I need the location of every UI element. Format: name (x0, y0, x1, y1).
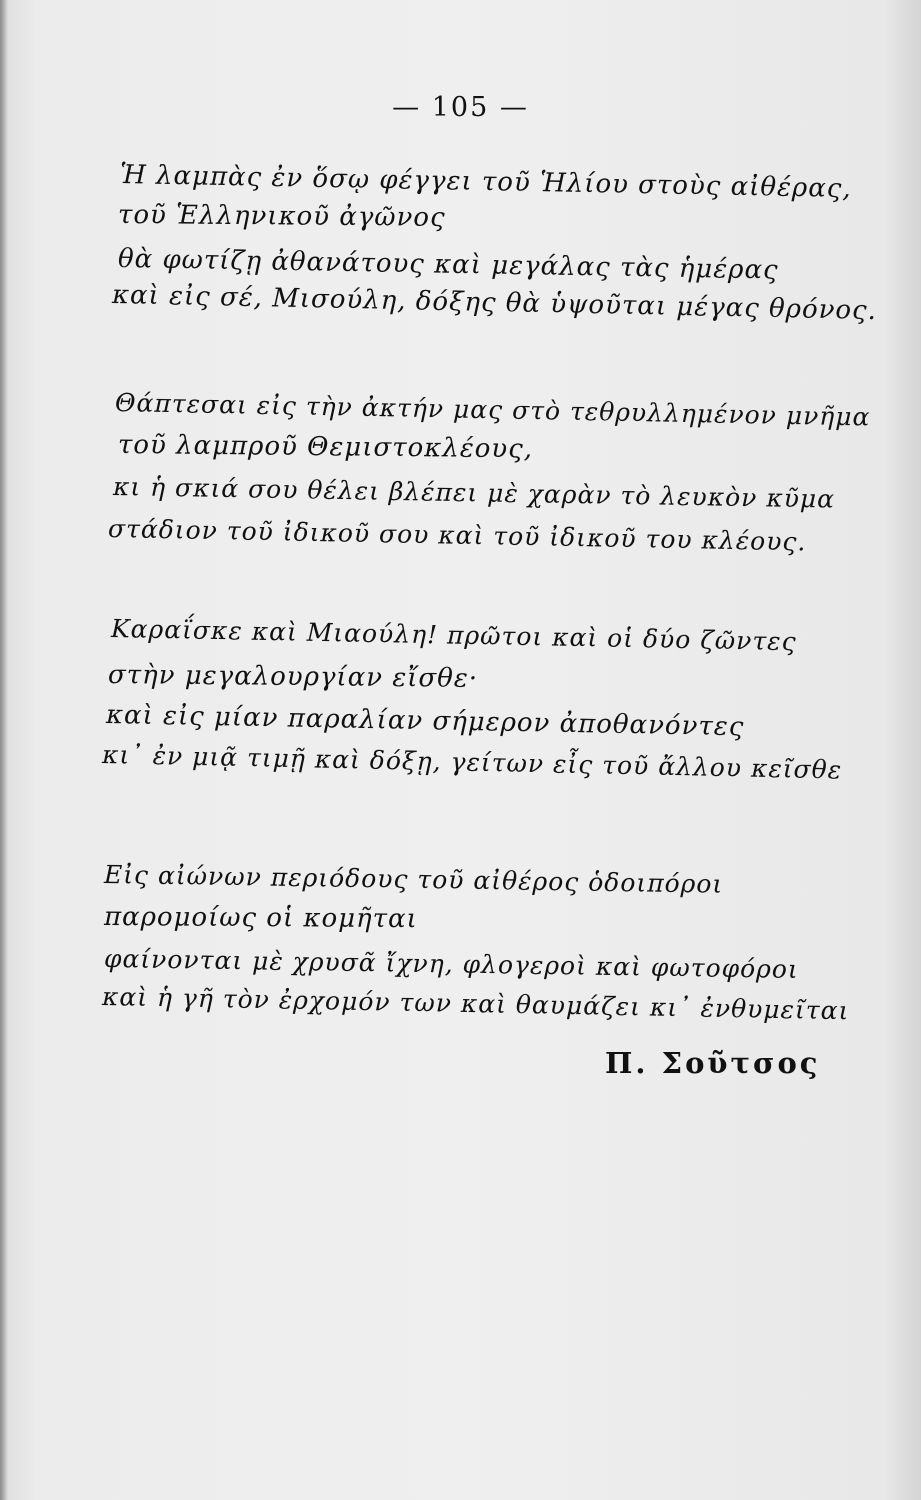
poem-line: καὶ ἡ γῆ τὸν ἐρχομόν των καὶ θαυμάζει κι᾽ ἐνθυμεῖται (101, 982, 850, 1026)
poem-line: καὶ εἰς μίαν παραλίαν σήμερον ἀποθανόντες (105, 700, 745, 743)
poem-line: στάδιον τοῦ ἰδικοῦ σου καὶ τοῦ ἰδικοῦ του κλέους. (107, 514, 807, 557)
page-number: — 105 — (392, 92, 529, 123)
poem-line: θὰ φωτίζῃ ἀθανάτους καὶ μεγάλας τὰς ἡμέρας (117, 244, 779, 286)
poem-line: Εἰς αἰώνων περιόδους τοῦ αἰθέρος ὁδοιπόροι (103, 860, 724, 899)
page-edge-shadow (0, 0, 8, 1500)
poem-line: καὶ εἰς σέ, Μισούλη, δόξης θὰ ὑψοῦται μέγας θρόνος. (111, 280, 878, 327)
author-signature: Π. Σοῦτσος (605, 1046, 821, 1080)
poem-line: Θάπτεσαι εἰς τὴν ἀκτήν μας στὸ τεθρυλλημένον μνῆμα (114, 388, 871, 432)
poem-line: παρομοίως οἱ κομῆται (103, 902, 418, 935)
poem-line: Καραΐσκε καὶ Μιαούλη! πρῶτοι καὶ οἱ δύο ζῶντες (110, 614, 797, 657)
poem-line: τοῦ λαμπροῦ Θεμιστοκλέους, (117, 430, 534, 465)
poem-line: φαίνονται μὲ χρυσᾶ ἴχνη, φλογεροὶ καὶ φωτοφόροι (103, 944, 799, 984)
poem-line: τοῦ Ἑλληνικοῦ ἀγῶνος (117, 200, 446, 233)
poem-line: κι ἡ σκιά σου θέλει βλέπει μὲ χαρὰν τὸ λευκὸν κῦμα (112, 472, 836, 514)
poem-line: Ἡ λαμπὰς ἐν ὅσῳ φέγγει τοῦ Ἡλίου στοὺς αἰθέρας, (119, 160, 852, 205)
poem-line: κι᾽ ἐν μιᾷ τιμῇ καὶ δόξῃ, γείτων εἶς τοῦ ἄλλου κεῖσθε (101, 740, 843, 785)
poem-line: στὴν μεγαλουργίαν εἴσθε· (107, 660, 479, 694)
